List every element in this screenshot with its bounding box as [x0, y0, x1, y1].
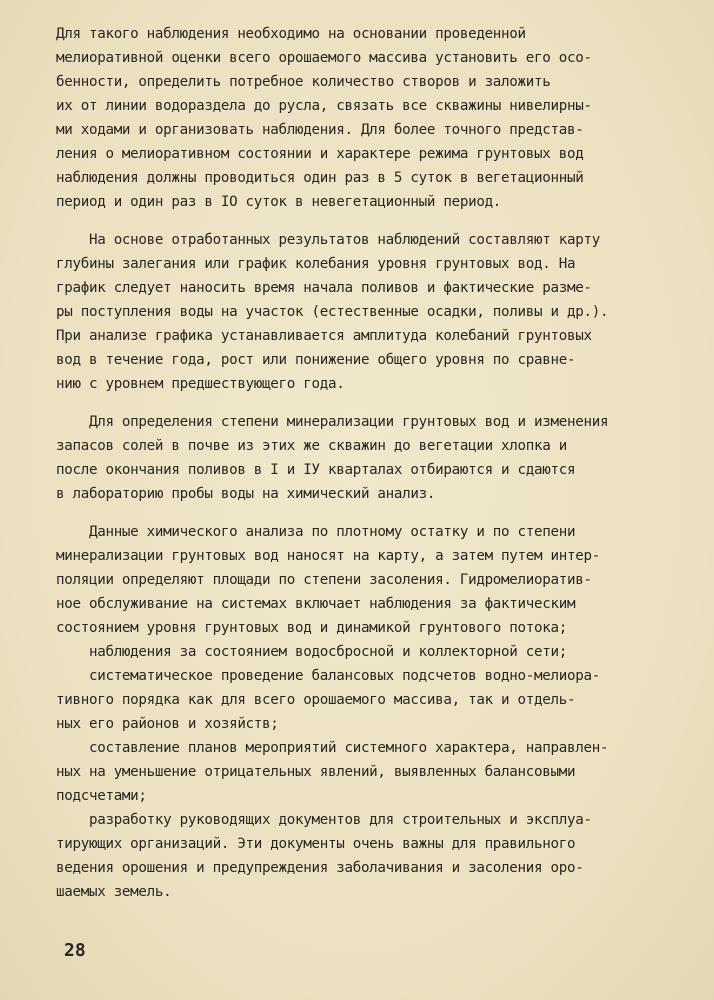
paragraph-1 [56, 22, 704, 214]
text-line: Для определения степени минерализации грунтовых вод и изменения [56, 414, 609, 430]
text-line: в лабораторию пробы воды на химический анализ. [56, 486, 436, 502]
text-line: после окончания поливов в I и IУ кварталах отбираются и сдаются [56, 462, 576, 478]
body-text [56, 22, 704, 904]
page-number: 28 [64, 940, 86, 961]
text-line: тирующих организаций. Эти документы очень важны для правильного [56, 836, 576, 852]
text-line: наблюдения должны проводиться один раз в 5 суток в вегетационный [56, 170, 584, 186]
text-line: нию с уровнем предшествующего года. [56, 376, 345, 392]
paragraph-gap [56, 506, 704, 520]
paragraph-3 [56, 410, 704, 506]
text-line: мелиоративной оценки всего орошаемого массива установить его осо- [56, 50, 592, 66]
text-line: ры поступления воды на участок (естественные осадки, поливы и др.). [56, 304, 609, 320]
paragraph-4 [56, 520, 704, 904]
text-line: подсчетами; [56, 788, 147, 804]
text-line: составление планов мероприятий системного характера, направлен- [56, 740, 609, 756]
text-line: вод в течение года, рост или понижение общего уровня по сравне- [56, 352, 576, 368]
text-line: Данные химического анализа по плотному остатку и по степени [56, 524, 576, 540]
text-line: поляции определяют площади по степени засоления. Гидромелиоратив- [56, 572, 592, 588]
text-line: ведения орошения и предупреждения заболачивания и засоления оро- [56, 860, 584, 876]
text-line: состоянием уровня грунтовых вод и динамикой грунтового потока; [56, 620, 567, 636]
paragraph-2 [56, 228, 704, 396]
text-line: глубины залегания или график колебания уровня грунтовых вод. На [56, 256, 576, 272]
text-line: их от линии водораздела до русла, связать все скважины нивелирны- [56, 98, 592, 114]
text-line: шаемых земель. [56, 884, 172, 900]
text-line: разработку руководящих документов для строительных и эксплуа- [56, 812, 592, 828]
text-line: минерализации грунтовых вод наносят на карту, а затем путем интер- [56, 548, 600, 564]
text-line: Для такого наблюдения необходимо на основании проведенной [56, 26, 526, 42]
text-line: ми ходами и организовать наблюдения. Для более точного представ- [56, 122, 584, 138]
text-line: При анализе графика устанавливается амплитуда колебаний грунтовых [56, 328, 592, 344]
text-line: ное обслуживание на системах включает наблюдения за фактическим [56, 596, 576, 612]
text-line: ных его районов и хозяйств; [56, 716, 279, 732]
text-line: тивного порядка как для всего орошаемого массива, так и отдель- [56, 692, 576, 708]
text-line: На основе отработанных результатов наблюдений составляют карту [56, 232, 600, 248]
text-line: ления о мелиоративном состоянии и характере режима грунтовых вод [56, 146, 584, 162]
paragraph-gap [56, 214, 704, 228]
text-line: запасов солей в почве из этих же скважин до вегетации хлопка и [56, 438, 567, 454]
paragraph-gap [56, 396, 704, 410]
text-line: период и один раз в IO суток в невегетационный период. [56, 194, 502, 210]
text-line: наблюдения за состоянием водосбросной и коллекторной сети; [56, 644, 567, 660]
text-line: систематическое проведение балансовых подсчетов водно-мелиора- [56, 668, 600, 684]
text-line: ных на уменьшение отрицательных явлений, выявленных балансовыми [56, 764, 576, 780]
text-line: бенности, определить потребное количество створов и заложить [56, 74, 551, 90]
text-line: график следует наносить время начала поливов и фактические разме- [56, 280, 592, 296]
